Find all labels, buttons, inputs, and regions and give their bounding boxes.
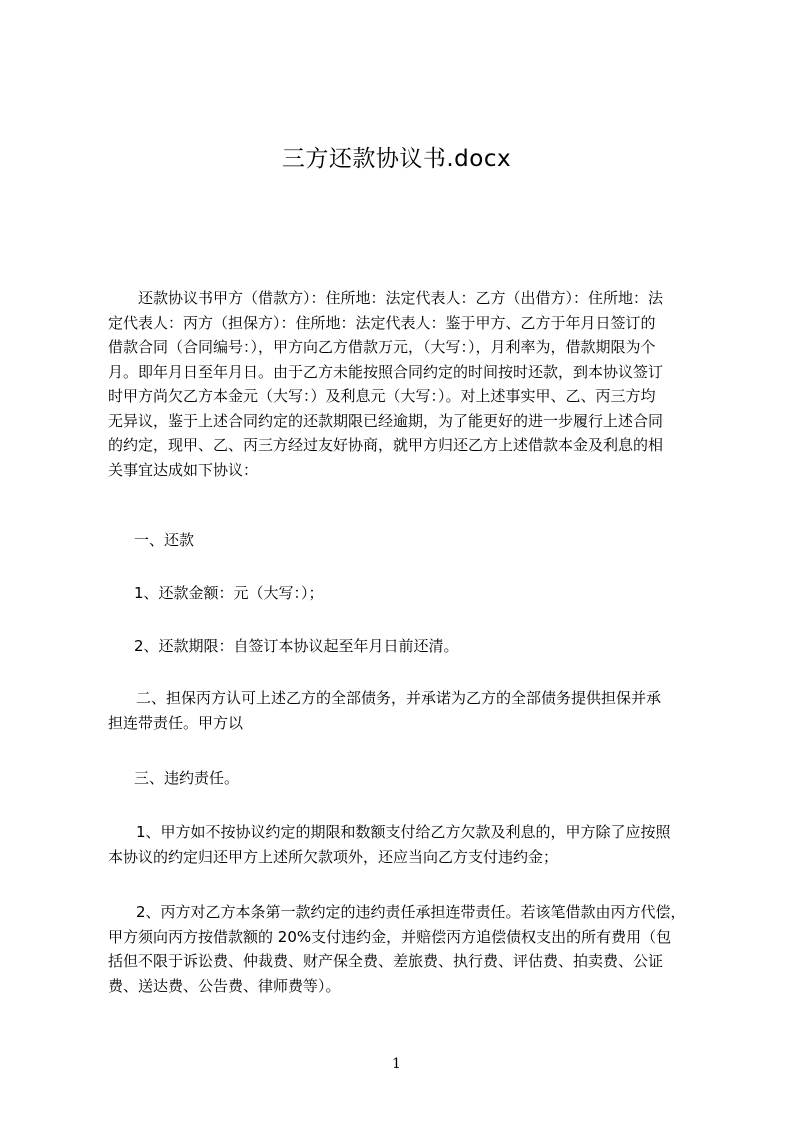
text-line: 本协议的约定归还甲方上述所欠款项外，还应当向乙方支付违约金；	[108, 847, 559, 866]
text-line: 时甲方尚欠乙方本金元（大写：）及利息元（大写：）。对上述事实甲、乙、丙三方均	[108, 387, 656, 405]
text-line: 担连带责任。甲方以	[108, 713, 244, 732]
text-line: 括但不限于诉讼费、仲裁费、财产保全费、差旅费、执行费、评估费、拍卖费、公证	[108, 952, 664, 970]
item-liability-1	[108, 820, 700, 869]
item-repayment-amount	[108, 581, 700, 606]
text-line: 费、送达费、公告费、律师费等）。	[108, 976, 341, 995]
text-line: 还款协议书甲方（借款方）：住所地：法定代表人：乙方（出借方）：住所地：法	[138, 289, 664, 307]
section-heading: 三、违约责任。	[134, 769, 240, 787]
text-line: 月。即年月日至年月日。由于乙方未能按照合同约定的时间按时还款，到本协议签订	[108, 362, 664, 381]
text-line: 1、甲方如不按协议约定的期限和数额支付给乙方欠款及利息的，甲方除了应按照	[136, 823, 671, 841]
text-line: 定代表人：丙方（担保方）：住所地：法定代表人：鉴于甲方、乙方于年月日签订的	[108, 313, 656, 332]
text-line: 甲方须向丙方按借款额的 20%支付违约金，并赔偿丙方追偿债权支出的所有费用（包	[108, 927, 672, 946]
section-guarantee	[108, 686, 700, 735]
section-heading-liability	[108, 766, 700, 791]
text-line: 2、丙方对乙方本条第一款约定的违约责任承担连带责任。若该笔借款由丙方代偿，	[136, 903, 686, 921]
section-heading-repayment	[108, 528, 700, 553]
document-title: 三方还款协议书.docx	[281, 146, 512, 172]
item-liability-2	[108, 900, 700, 998]
item-repayment-deadline	[108, 634, 700, 659]
text-line: 关事宜达成如下协议：	[108, 460, 259, 479]
text-line: 的约定，现甲、乙、丙三方经过友好协商，就甲方归还乙方上述借款本金及利息的相	[108, 436, 664, 454]
intro-paragraph	[108, 286, 700, 482]
text-line: 二、担保丙方认可上述乙方的全部债务，并承诺为乙方的全部债务提供担保并承	[136, 689, 662, 707]
section-heading: 一、还款	[134, 531, 195, 549]
page-number: 1	[392, 1056, 401, 1072]
list-item: 2、还款期限：自签订本协议起至年月日前还清。	[134, 637, 459, 655]
text-line: 借款合同（合同编号：），甲方向乙方借款万元，（大写：），月利率为，借款期限为个	[108, 338, 656, 356]
text-line: 无异议，鉴于上述合同约定的还款期限已经逾期，为了能更好的进一步履行上述合同	[108, 411, 664, 430]
list-item: 1、还款金额：元（大写：）；	[134, 584, 324, 602]
